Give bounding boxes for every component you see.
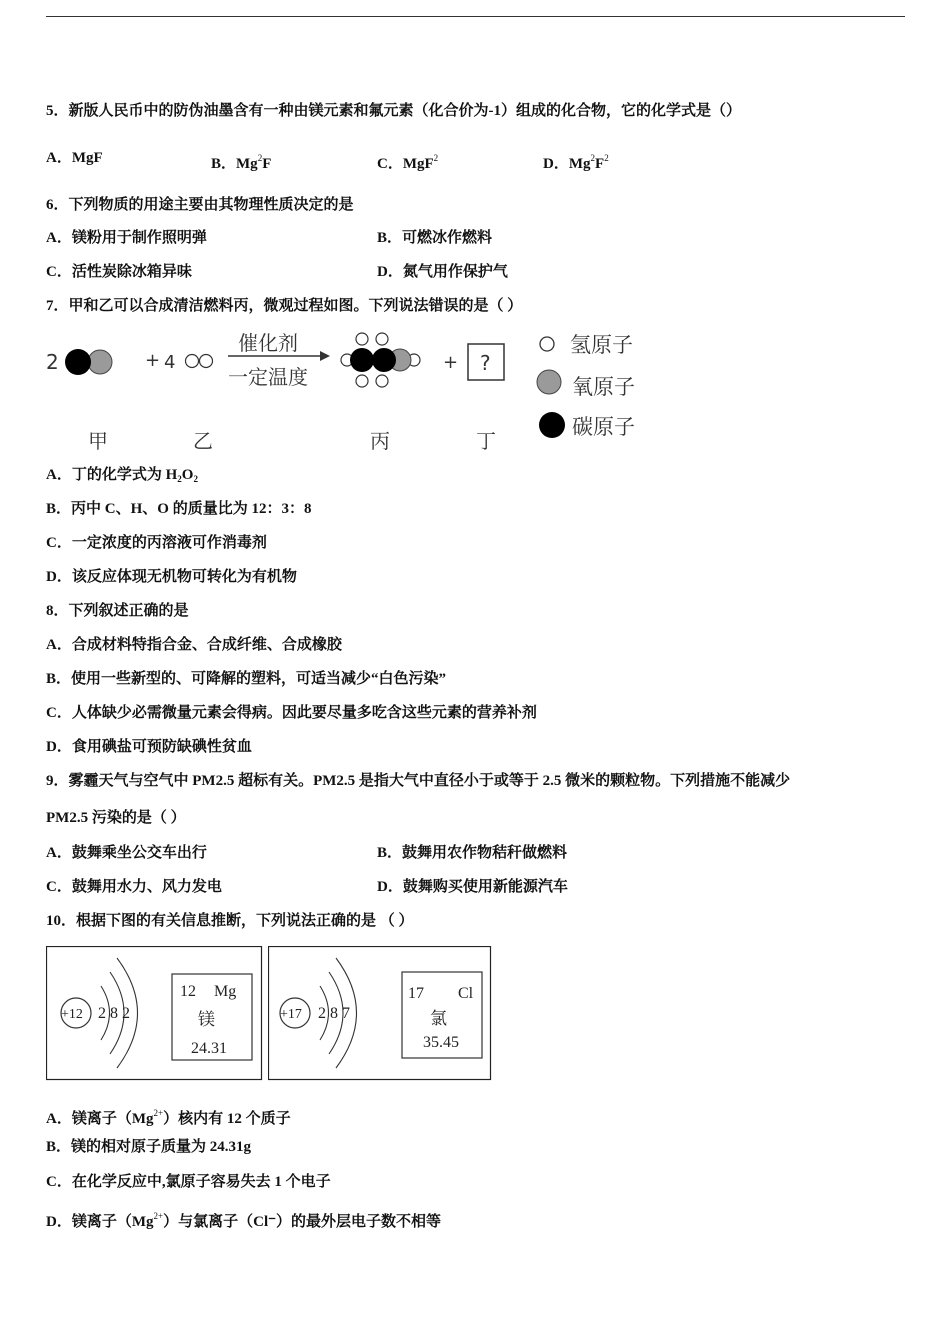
q9-stem-line-1: 9．雾霾天气与空气中 PM2.5 超标有关。PM2.5 是指大气中直径小于或等于 2.5 微米的颗粒物。下列措施不能减少 [46, 773, 791, 789]
legend-oxygen-label: 氧原子 [572, 375, 635, 399]
yi-hydrogen-atom-1 [186, 355, 199, 368]
bing-hydrogen-atom [356, 375, 368, 387]
legend-carbon-label: 碳原子 [572, 415, 635, 439]
q6-option-b: B．可燃冰作燃料 [377, 230, 493, 246]
legend-hydrogen-icon [540, 337, 554, 351]
q10-option-c: C．在化学反应中,氯原子容易失去 1 个电子 [46, 1174, 331, 1190]
q9-option-c: C．鼓舞用水力、风力发电 [46, 879, 222, 895]
q10-option-a: A．镁离子$(Mg^{2+})$核内有 12 个质子 [46, 1108, 291, 1127]
reaction-diagram [40, 326, 650, 456]
legend-carbon-icon [539, 412, 565, 438]
q9-stem-line-2: PM2.5 污染的是（ ） [46, 810, 186, 826]
jia-oxygen-atom [88, 350, 112, 374]
condition-top: 催化剂 [238, 331, 298, 355]
q8-option-d: D．食用碘盐可预防缺碘性贫血 [46, 739, 252, 755]
label-ding: 丁 [476, 429, 496, 453]
bing-hydrogen-atom [356, 333, 368, 345]
jia-carbon-atom [65, 349, 91, 375]
q7-option-a: A．丁的化学式为 $H_2O_2$ [46, 467, 198, 484]
magnesium-atom-figure [46, 946, 263, 1081]
unknown-mark: ? [480, 351, 491, 375]
chlorine-atom-figure [268, 946, 492, 1081]
mg-nucleus-charge: +12 [61, 1007, 83, 1022]
yi-hydrogen-atom-2 [200, 355, 213, 368]
bing-hydrogen-atom [376, 375, 388, 387]
cl-name: 氯 [430, 1009, 447, 1029]
q5-option-a: A．MgF [46, 150, 103, 166]
mg-atomic-number: 12 [180, 983, 196, 1000]
label-bing: 丙 [370, 429, 390, 453]
q5-stem: 5．新版人民币中的防伪油墨含有一种由镁元素和氟元素（化合价为-1）组成的化合物，它的化学式是（） [46, 103, 741, 119]
label-jia: 甲 [88, 429, 108, 453]
bing-hydrogen-atom [376, 333, 388, 345]
q10-option-b: B．镁的相对原子质量为 24.31g [46, 1139, 252, 1155]
q5-option-b: B．Mg$^2$F [211, 153, 272, 172]
q7-option-c: C．一定浓度的丙溶液可作消毒剂 [46, 535, 267, 551]
q7-option-b: B．丙中 C、H、O 的质量比为 12：3：8 [46, 501, 312, 517]
cl-atomic-mass: 35.45 [423, 1034, 459, 1051]
bing-carbon-atom [372, 348, 396, 372]
mg-atomic-mass: 24.31 [191, 1040, 227, 1057]
coef-yi: 4 [164, 352, 176, 373]
plus-2: + [443, 352, 459, 373]
q6-option-d: D．氮气用作保护气 [377, 264, 508, 280]
q10-stem: 10．根据下图的有关信息推断，下列说法正确的是 （ ） [46, 913, 414, 929]
q8-option-a: A．合成材料特指合金、合成纤维、合成橡胶 [46, 637, 342, 653]
legend-oxygen-icon [537, 370, 561, 394]
bing-carbon-atom [350, 348, 374, 372]
q8-stem: 8．下列叙述正确的是 [46, 603, 189, 619]
reaction-arrowhead [320, 351, 330, 361]
cl-nucleus-charge: +17 [280, 1007, 302, 1022]
cl-shell-electrons: 2 8 7 [318, 1005, 350, 1022]
cl-symbol: Cl [458, 985, 474, 1002]
q5-option-c: C．MgF$^2$ [377, 153, 439, 172]
legend-hydrogen-label: 氢原子 [570, 333, 633, 357]
q9-option-b: B．鼓舞用农作物秸秆做燃料 [377, 845, 568, 861]
q6-option-c: C．活性炭除冰箱异味 [46, 264, 192, 280]
header-rule [46, 16, 905, 17]
q6-option-a: A．镁粉用于制作照明弹 [46, 230, 207, 246]
mg-symbol: Mg [214, 983, 237, 1000]
mg-shell-electrons: 2 8 2 [98, 1005, 130, 1022]
label-yi: 乙 [193, 429, 213, 453]
q8-option-c: C．人体缺少必需微量元素会得病。因此要尽量多吃含这些元素的营养补剂 [46, 705, 537, 721]
q8-option-b: B．使用一些新型的、可降解的塑料，可适当减少“白色污染” [46, 671, 447, 687]
q6-stem: 6．下列物质的用途主要由其物理性质决定的是 [46, 197, 354, 213]
condition-bottom: 一定温度 [228, 365, 308, 389]
q5-option-d: D．$Mg^2F^2$ [543, 153, 609, 172]
plus-1: + [145, 350, 161, 371]
coef-jia: 2 [46, 350, 59, 374]
q9-option-a: A．鼓舞乘坐公交车出行 [46, 845, 207, 861]
q10-option-d: D．镁离子$(Mg^{2+})$与氯离子（Cl⁻）的最外层电子数不相等 [46, 1211, 442, 1230]
mg-name: 镁 [198, 1010, 215, 1030]
cl-atomic-number: 17 [408, 985, 424, 1002]
q7-option-d: D．该反应体现无机物可转化为有机物 [46, 569, 297, 585]
q9-option-d: D．鼓舞购买使用新能源汽车 [377, 879, 568, 895]
q7-stem: 7．甲和乙可以合成清洁燃料丙，微观过程如图。下列说法错误的是（ ） [46, 298, 523, 314]
